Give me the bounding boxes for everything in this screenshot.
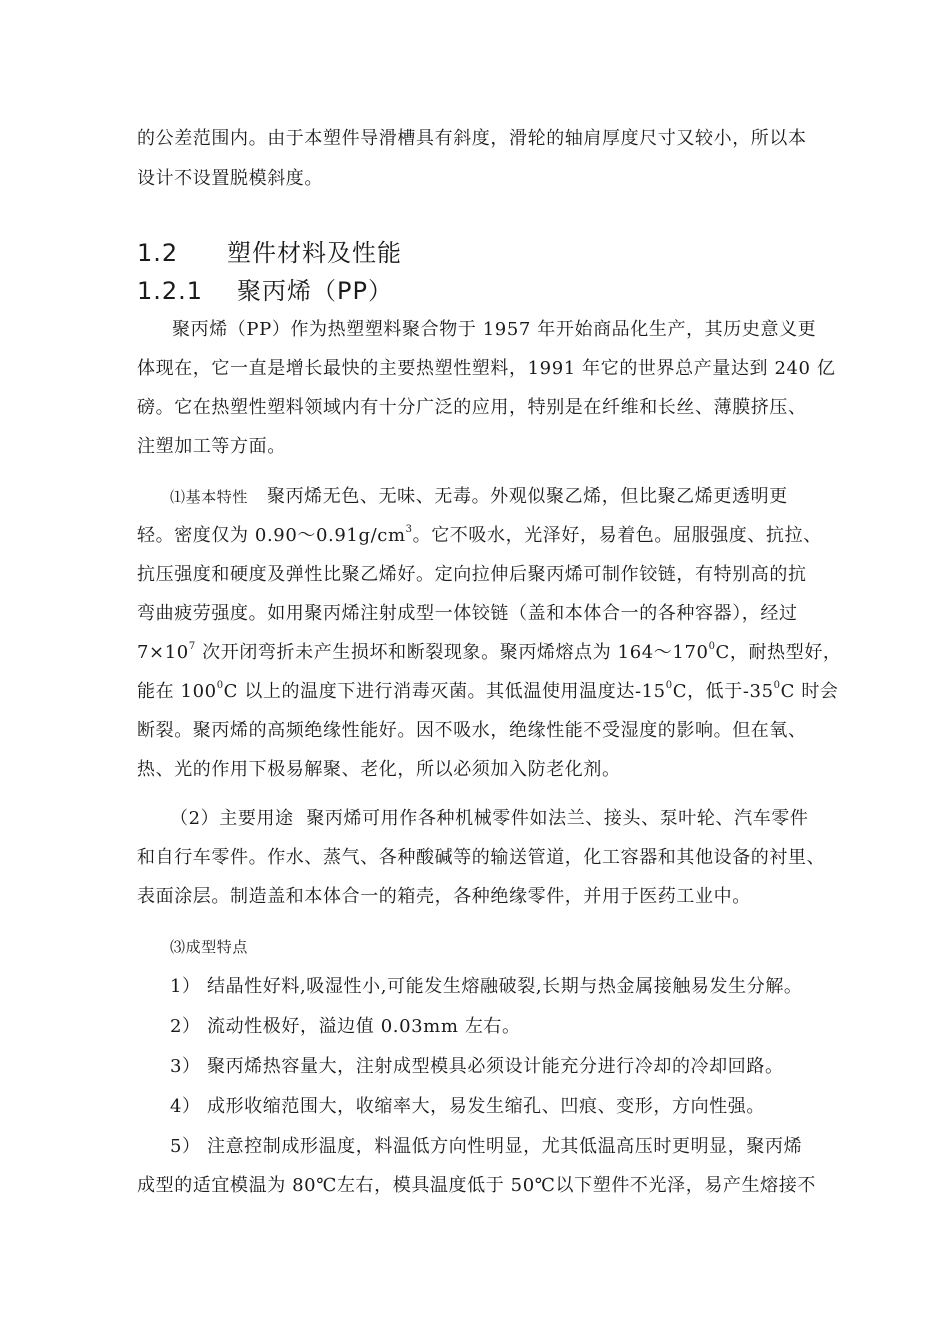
superscript: 0 [773, 680, 781, 691]
para1-line-4: 注塑加工等方面。 [137, 436, 286, 457]
density-text: 轻。密度仅为 0.90～0.91g/cm [137, 525, 406, 546]
melting-text: 次开闭弯折未产生损坏和断裂现象。聚丙烯熔点为 164～170 [195, 642, 709, 663]
temp-text: 能在 100 [137, 681, 217, 702]
para2-line-8: 热、光的作用下极易解聚、老化，所以必须加入防老化剂。 [137, 759, 621, 780]
para3-text: 聚丙烯可用作各种机械零件如法兰、接头、泵叶轮、汽车零件 [306, 808, 809, 829]
para2-line-5 [137, 641, 842, 665]
section-number: 1.2 [137, 239, 179, 267]
para4-item-1: 1） 结晶性好料,吸湿性小,可能发生熔融破裂,长期与热金属接触易发生分解。 [170, 976, 803, 997]
para4-item-2: 2） 流动性极好，溢边值 0.03mm 左右。 [170, 1016, 521, 1037]
melting-text-rest: C，耐热型好， [715, 642, 842, 663]
para2-line-4: 弯曲疲劳强度。如用聚丙烯注射成型一体铰链（盖和本体合一的各种容器），经过 [137, 603, 798, 624]
para2-line-2 [137, 524, 837, 548]
subsection-heading [137, 276, 393, 306]
subsection-title: 聚丙烯（PP） [237, 277, 393, 305]
para4-item-3: 3） 聚丙烯热容量大，注射成型模具必须设计能充分进行冷却的冷却回路。 [170, 1056, 784, 1077]
para2-line-7: 断裂。聚丙烯的高频绝缘性能好。因不吸水，绝缘性能不受湿度的影响。但在氧、 [137, 720, 807, 741]
subsection-number: 1.2.1 [137, 277, 204, 305]
para1-line-3: 磅。它在热塑性塑料领域内有十分广泛的应用，特别是在纤维和长丝、薄膜挤压、 [137, 397, 807, 418]
para4-heading [170, 935, 870, 959]
para3-line-2: 和自行车零件。作水、蒸气、各种酸碱等的输送管道，化工容器和其他设备的衬里、 [137, 847, 826, 868]
superscript: 0 [665, 680, 673, 691]
para2-line-3: 抗压强度和硬度及弹性比聚乙烯好。定向拉伸后聚丙烯可制作铰链，有特别高的抗 [137, 564, 807, 585]
para3-line-3: 表面涂层。制造盖和本体合一的箱壳，各种绝缘零件，并用于医药工业中。 [137, 886, 751, 907]
superscript: 0 [216, 680, 224, 691]
para3-line-1 [170, 807, 870, 831]
temp-text-4: C 时会 [780, 681, 839, 702]
density-text-rest: 。它不吸水，光泽好，易着色。屈服强度、抗拉、 [412, 525, 822, 546]
para3-label: （2）主要用途 [170, 808, 294, 829]
superscript: 3 [405, 524, 413, 535]
para1-line-1: 聚丙烯（PP）作为热塑塑料聚合物于 1957 年开始商品化生产，其历史意义更 [172, 319, 817, 340]
para2-label: ⑴基本特性 [170, 488, 249, 506]
temp-text-3: C，低于-35 [672, 681, 774, 702]
section-heading [137, 238, 402, 268]
para2-line-1 [170, 485, 870, 509]
intro-line-2: 设计不设置脱模斜度。 [137, 168, 323, 189]
cycles-text: 7×10 [137, 642, 189, 663]
intro-line-1: 的公差范围内。由于本塑件导滑槽具有斜度，滑轮的轴肩厚度尺寸又较小，所以本 [137, 128, 807, 149]
temp-text-2: C 以上的温度下进行消毒灭菌。其低温使用温度达-15 [223, 681, 666, 702]
para4-heading-text: ⑶成型特点 [170, 938, 249, 956]
para1-line-2: 体现在，它一直是增长最快的主要热塑性塑料，1991 年它的世界总产量达到 240 亿 [137, 358, 836, 379]
para4-item-4: 4） 成形收缩范围大，收缩率大，易发生缩孔、凹痕、变形，方向性强。 [170, 1096, 765, 1117]
para2-text: 聚丙烯无色、无味、无毒。外观似聚乙烯，但比聚乙烯更透明更 [266, 486, 788, 507]
para4-item-5: 5） 注意控制成形温度，料温低方向性明显，尤其低温高压时更明显，聚丙烯 [170, 1136, 803, 1157]
superscript: 7 [188, 641, 196, 652]
superscript: 0 [708, 641, 716, 652]
section-title: 塑件材料及性能 [227, 239, 402, 267]
para2-line-6 [137, 680, 837, 704]
para4-last-line: 成型的适宜模温为 80℃左右，模具温度低于 50℃以下塑件不光泽，易产生熔接不 [137, 1175, 816, 1196]
